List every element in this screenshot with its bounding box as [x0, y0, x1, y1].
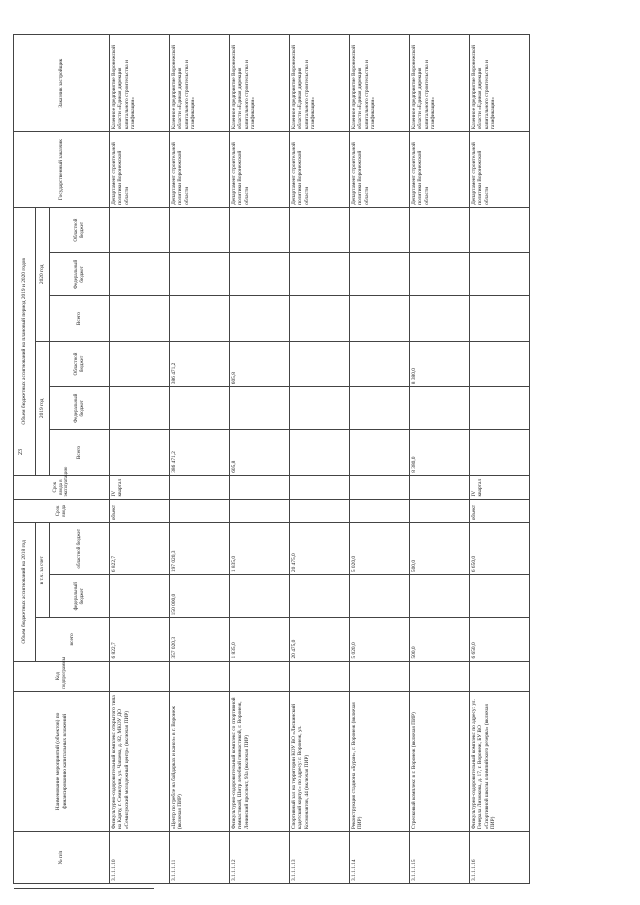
cell-r2019: 8 380,0 — [410, 341, 470, 386]
cell-r2019 — [470, 341, 530, 386]
bottom-rule — [14, 888, 154, 889]
cell-end: IV квартал — [110, 475, 170, 499]
header-2019-fed: Федеральный бюджет — [50, 387, 110, 430]
cell-t2019 — [110, 430, 170, 475]
cell-code — [290, 661, 350, 691]
cell-fed: 150 000,0 — [170, 575, 230, 618]
cell-name: Физкультурно-оздоровительный комплекс открытого типа на Карпу, г. Семилуки, ул. Чапаева, д. 82, МКОУ ДО «Семилукский молодежный центр» (включая ПИР) — [110, 691, 170, 831]
cell-code — [350, 661, 410, 691]
cell-fed — [350, 575, 410, 618]
header-2018: Объем бюджетных ассигнований на 2018 год — [14, 523, 36, 661]
cell-builder: Казенное предприятие Воронежской области «Единая дирекция капитального строительства и газификации» — [350, 35, 410, 132]
cell-fed — [290, 575, 350, 618]
cell-reg: 6 822,7 — [110, 523, 170, 575]
table-row — [170, 35, 230, 884]
table-row — [230, 35, 290, 884]
cell-num: 3.1.1.1.10 — [110, 832, 170, 884]
cell-t2020 — [110, 296, 170, 341]
cell-f2020 — [290, 253, 350, 296]
cell-end — [170, 475, 230, 499]
cell-f2020 — [470, 253, 530, 296]
cell-r2020 — [470, 207, 530, 252]
header-plan: Объем бюджетных ассигнований на плановый период 2019 и 2020 годов — [14, 207, 36, 475]
cell-name: Спортивный зал на территории КОУ ВО «Лискинский кадетский корпус» по адресу: г. Воронеж, ул. Космонавтов, 44 (включая ПИР) — [290, 691, 350, 831]
cell-start — [410, 499, 470, 523]
cell-total: 357 020,3 — [170, 618, 230, 661]
cell-f2020 — [170, 253, 230, 296]
cell-customer: Департамент строительной политики Воронежской области — [470, 132, 530, 208]
cell-code — [470, 661, 530, 691]
cell-total: 5 020,0 — [350, 618, 410, 661]
cell-reg: 500,0 — [410, 523, 470, 575]
cell-total: 20 475,0 — [290, 618, 350, 661]
header-customer: Государственный заказчик — [14, 132, 110, 208]
cell-end — [350, 475, 410, 499]
cell-num: 3.1.1.1.15 — [410, 832, 470, 884]
cell-f2019 — [410, 387, 470, 430]
page-number: 23 — [18, 449, 24, 455]
cell-builder: Казенное предприятие Воронежской области «Единая дирекция капитального строительства и газификации» — [170, 35, 230, 132]
cell-num: 3.1.1.1.16 — [470, 832, 530, 884]
cell-builder: Казенное предприятие Воронежской области «Единая дирекция капитального строительства и газификации» — [290, 35, 350, 132]
cell-reg: 6 650,0 — [470, 523, 530, 575]
cell-customer: Департамент строительной политики Воронежской области — [290, 132, 350, 208]
cell-t2019: 386 471,2 — [170, 430, 230, 475]
cell-total: 1 835,0 — [230, 618, 290, 661]
cell-f2020 — [110, 253, 170, 296]
cell-f2019 — [290, 387, 350, 430]
cell-f2019 — [350, 387, 410, 430]
cell-customer: Департамент строительной политики Воронежской области — [110, 132, 170, 208]
cell-end: IV квартал — [470, 475, 530, 499]
cell-end — [290, 475, 350, 499]
cell-t2020 — [230, 296, 290, 341]
cell-start — [170, 499, 230, 523]
cell-name: Реконструкция стадиона «Буран», г. Воронеж (включая ПИР) — [350, 691, 410, 831]
cell-customer: Департамент строительной политики Воронежской области — [230, 132, 290, 208]
cell-t2020 — [170, 296, 230, 341]
header-num: № п/п — [14, 832, 110, 884]
header-2019: 2019 год — [36, 341, 50, 475]
header-end: Срок ввода в эксплуатацию — [14, 475, 110, 499]
capital-investment-table — [13, 34, 530, 884]
header-2019-total: Всего — [50, 430, 110, 475]
header-start: Срок ввода — [14, 499, 110, 523]
cell-f2020 — [350, 253, 410, 296]
cell-reg: 20 475,0 — [290, 523, 350, 575]
cell-code — [110, 661, 170, 691]
cell-builder: Казенное предприятие Воронежской области «Единая дирекция капитального строительства и газификации» — [470, 35, 530, 132]
cell-t2019: 605,8 — [230, 430, 290, 475]
header-incl: в т.ч. за счет — [36, 523, 50, 618]
header-code: Код подпрограммы — [14, 661, 110, 691]
cell-num: 3.1.1.1.12 — [230, 832, 290, 884]
cell-fed — [470, 575, 530, 618]
cell-r2020 — [350, 207, 410, 252]
cell-t2020 — [410, 296, 470, 341]
cell-code — [170, 661, 230, 691]
table-row — [410, 35, 470, 884]
header-name: Наименование мероприятий (объектов) по финансированию капитальных вложений — [14, 691, 110, 831]
cell-customer: Департамент строительной политики Воронежской области — [350, 132, 410, 208]
cell-t2020 — [350, 296, 410, 341]
cell-total: 6 650,0 — [470, 618, 530, 661]
cell-r2019 — [290, 341, 350, 386]
rotated-table-area — [13, 34, 613, 884]
cell-num: 3.1.1.1.13 — [290, 832, 350, 884]
cell-r2019: 386 471,2 — [170, 341, 230, 386]
cell-reg: 1 835,0 — [230, 523, 290, 575]
cell-code — [410, 661, 470, 691]
cell-reg: 5 020,0 — [350, 523, 410, 575]
cell-start — [230, 499, 290, 523]
cell-r2019: 605,8 — [230, 341, 290, 386]
cell-r2020 — [410, 207, 470, 252]
cell-r2019 — [110, 341, 170, 386]
header-2020: 2020 год — [36, 207, 50, 341]
cell-f2019 — [470, 387, 530, 430]
header-fed: федеральный бюджет — [50, 575, 110, 618]
cell-start — [350, 499, 410, 523]
cell-r2020 — [110, 207, 170, 252]
header-2020-total: Всего — [50, 296, 110, 341]
header-2019-reg: Областной бюджет — [50, 341, 110, 386]
cell-r2020 — [230, 207, 290, 252]
cell-num: 3.1.1.1.14 — [350, 832, 410, 884]
table-row — [470, 35, 530, 884]
cell-customer: Департамент строительной политики Воронежской области — [170, 132, 230, 208]
cell-customer: Департамент строительной политики Воронежской области — [410, 132, 470, 208]
cell-r2020 — [290, 207, 350, 252]
cell-f2020 — [230, 253, 290, 296]
cell-r2020 — [170, 207, 230, 252]
cell-f2019 — [110, 387, 170, 430]
cell-name: Физкультурно-оздоровительный комплекс со спортивной гимнастикой, Шитр лечебной гимнастикой, г. Воронеж, Ленинский проспект, 93а (включая ПИР) — [230, 691, 290, 831]
cell-name: Физкультурно-оздоровительный комплекс по адресу: ул. Генерала Лизюкова, д. 17, г. Воронеж, БУ ВО «Спортивной школы олимпийского резерва» (включая ПИР) — [470, 691, 530, 831]
cell-t2019: 8 380,0 — [410, 430, 470, 475]
header-total: всего — [36, 618, 110, 661]
cell-t2019 — [290, 430, 350, 475]
cell-t2019 — [470, 430, 530, 475]
cell-total: 6 822,7 — [110, 618, 170, 661]
cell-t2019 — [350, 430, 410, 475]
cell-start — [290, 499, 350, 523]
cell-num: 3.1.1.1.11 — [170, 832, 230, 884]
cell-f2019 — [170, 387, 230, 430]
cell-builder: Казенное предприятие Воронежской области «Единая дирекция капитального строительства и газификации» — [410, 35, 470, 132]
table-row — [350, 35, 410, 884]
cell-builder: Казенное предприятие Воронежской области «Единая дирекция капитального строительства и газификации» — [230, 35, 290, 132]
cell-f2019 — [230, 387, 290, 430]
cell-fed — [110, 575, 170, 618]
cell-fed — [410, 575, 470, 618]
cell-f2020 — [410, 253, 470, 296]
cell-end — [230, 475, 290, 499]
header-2020-fed: Федеральный бюджет — [50, 253, 110, 296]
cell-code — [230, 661, 290, 691]
cell-start: объект — [110, 499, 170, 523]
cell-end — [410, 475, 470, 499]
cell-total: 500,0 — [410, 618, 470, 661]
cell-t2020 — [470, 296, 530, 341]
cell-fed — [230, 575, 290, 618]
header-reg: областной бюджет — [50, 523, 110, 575]
cell-r2019 — [350, 341, 410, 386]
table-row — [290, 35, 350, 884]
cell-name: «Центр по гребле на байдарках и каноэ» в г. Воронеж (включая ПИР) — [170, 691, 230, 831]
cell-t2020 — [290, 296, 350, 341]
cell-name: Стрелковый комплекс в г. Воронеж (включая ПИР) — [410, 691, 470, 831]
header-2020-reg: Областной бюджет — [50, 207, 110, 252]
cell-builder: Казенное предприятие Воронежской области «Единая дирекция капитального строительства и газификации» — [110, 35, 170, 132]
header-builder: Заказчик застройщик — [14, 35, 110, 132]
cell-reg: 197 020,3 — [170, 523, 230, 575]
table-row — [110, 35, 170, 884]
cell-start: объект — [470, 499, 530, 523]
